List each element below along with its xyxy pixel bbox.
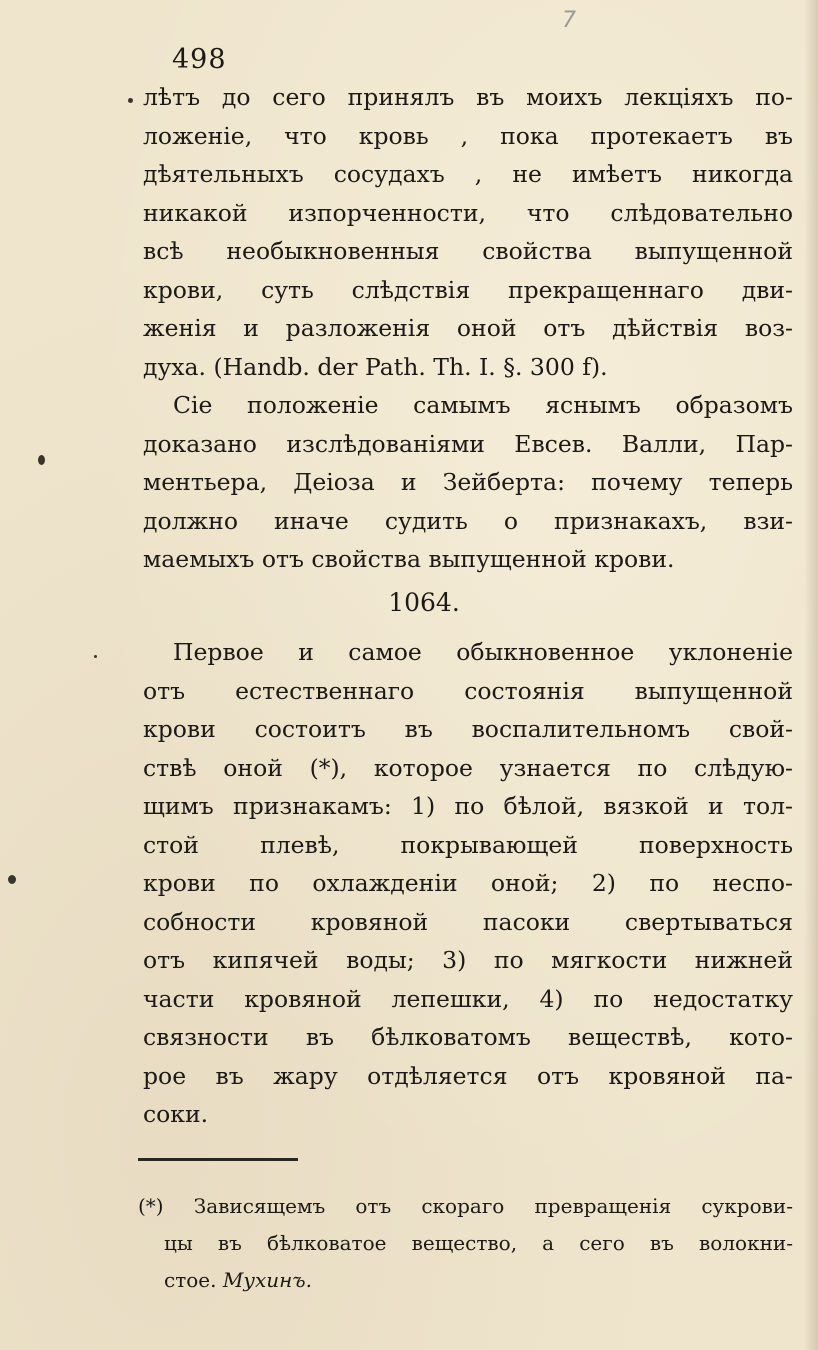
- text-line: отъ кипячей воды; 3) по мягкости нижней: [143, 946, 793, 974]
- text-line: должно иначе судить о признакахъ, взи-: [143, 506, 793, 535]
- text-line: духа. (Handb. der Path. Th. I. §. 300 f).: [143, 352, 608, 381]
- text-line: щимъ признакамъ: 1) по бѣлой, вязкой и тол-: [143, 792, 793, 820]
- text-line: стой плевѣ, покрывающей поверхность: [143, 830, 793, 859]
- text-line: женія и разложенія оной отъ дѣйствія воз-: [143, 314, 793, 342]
- ink-speck: [128, 98, 133, 103]
- footnote-author: Мухинъ.: [222, 1268, 312, 1292]
- text-line: крови состоитъ въ воспалительномъ свой-: [143, 715, 793, 743]
- text-line: крови по охлажденіи оной; 2) по неспо-: [143, 869, 793, 897]
- footnote-line: (*) Зависящемъ отъ скораго превращенія сукрови-: [138, 1194, 793, 1218]
- section-number: 1064.: [388, 588, 460, 617]
- text-line: Сіе положеніе самымъ яснымъ образомъ: [173, 391, 793, 419]
- text-line: доказано изслѣдованіями Евсев. Валли, Пар-: [143, 429, 793, 458]
- footnote: [138, 1188, 793, 1299]
- page-number: 498: [172, 44, 227, 75]
- body-text-section: [143, 633, 793, 1134]
- text-line: ментьера, Деіоза и Зейберта: почему теперь: [143, 468, 793, 496]
- ink-speck: [8, 875, 16, 884]
- text-line: дѣятельныхъ сосудахъ , не имѣетъ никогда: [143, 160, 793, 188]
- paragraph-2: [143, 386, 793, 579]
- text-line: связности въ бѣлковатомъ веществѣ, кото-: [143, 1023, 793, 1051]
- ink-speck: [38, 455, 45, 465]
- text-line: отъ естественнаго состоянія выпущенной: [143, 676, 793, 705]
- page-edge-shadow: [804, 0, 818, 1350]
- footnote-text: стое.: [164, 1268, 217, 1292]
- paragraph-1: [143, 78, 793, 386]
- paragraph-3: [143, 633, 793, 1134]
- text-line: Первое и самое обыкновенное уклоненіе: [173, 638, 793, 666]
- body-text: [143, 78, 793, 579]
- text-line: маемыхъ отъ свойства выпущенной крови.: [143, 545, 675, 573]
- text-line: части кровяной лепешки, 4) по недостатку: [143, 984, 793, 1013]
- text-line: крови, суть слѣдствія прекращеннаго дви-: [143, 275, 793, 304]
- footnote-line-3: [138, 1262, 793, 1299]
- text-line: собности кровяной пасоки свертываться: [143, 907, 793, 936]
- text-line: соки.: [143, 1100, 209, 1128]
- text-line: рое въ жару отдѣляется отъ кровяной па-: [143, 1061, 793, 1090]
- margin-pencil-mark: 7: [562, 8, 576, 33]
- text-line: всѣ необыкновенныя свойства выпущенной: [143, 237, 793, 265]
- text-line: ствѣ оной (*), которое узнается по слѣдую-: [143, 753, 793, 782]
- text-line: ложеніе, что кровь , пока протекаетъ въ: [143, 121, 793, 150]
- footnote-line: цы въ бѣлковатое вещество, а сего въ волокни-: [164, 1231, 793, 1255]
- text-line: никакой изпорченности, что слѣдовательно: [143, 198, 793, 227]
- footnote-rule: [138, 1158, 298, 1161]
- ink-speck: [94, 655, 97, 658]
- text-line: лѣтъ до сего принялъ въ моихъ лекціяхъ по-: [143, 83, 793, 111]
